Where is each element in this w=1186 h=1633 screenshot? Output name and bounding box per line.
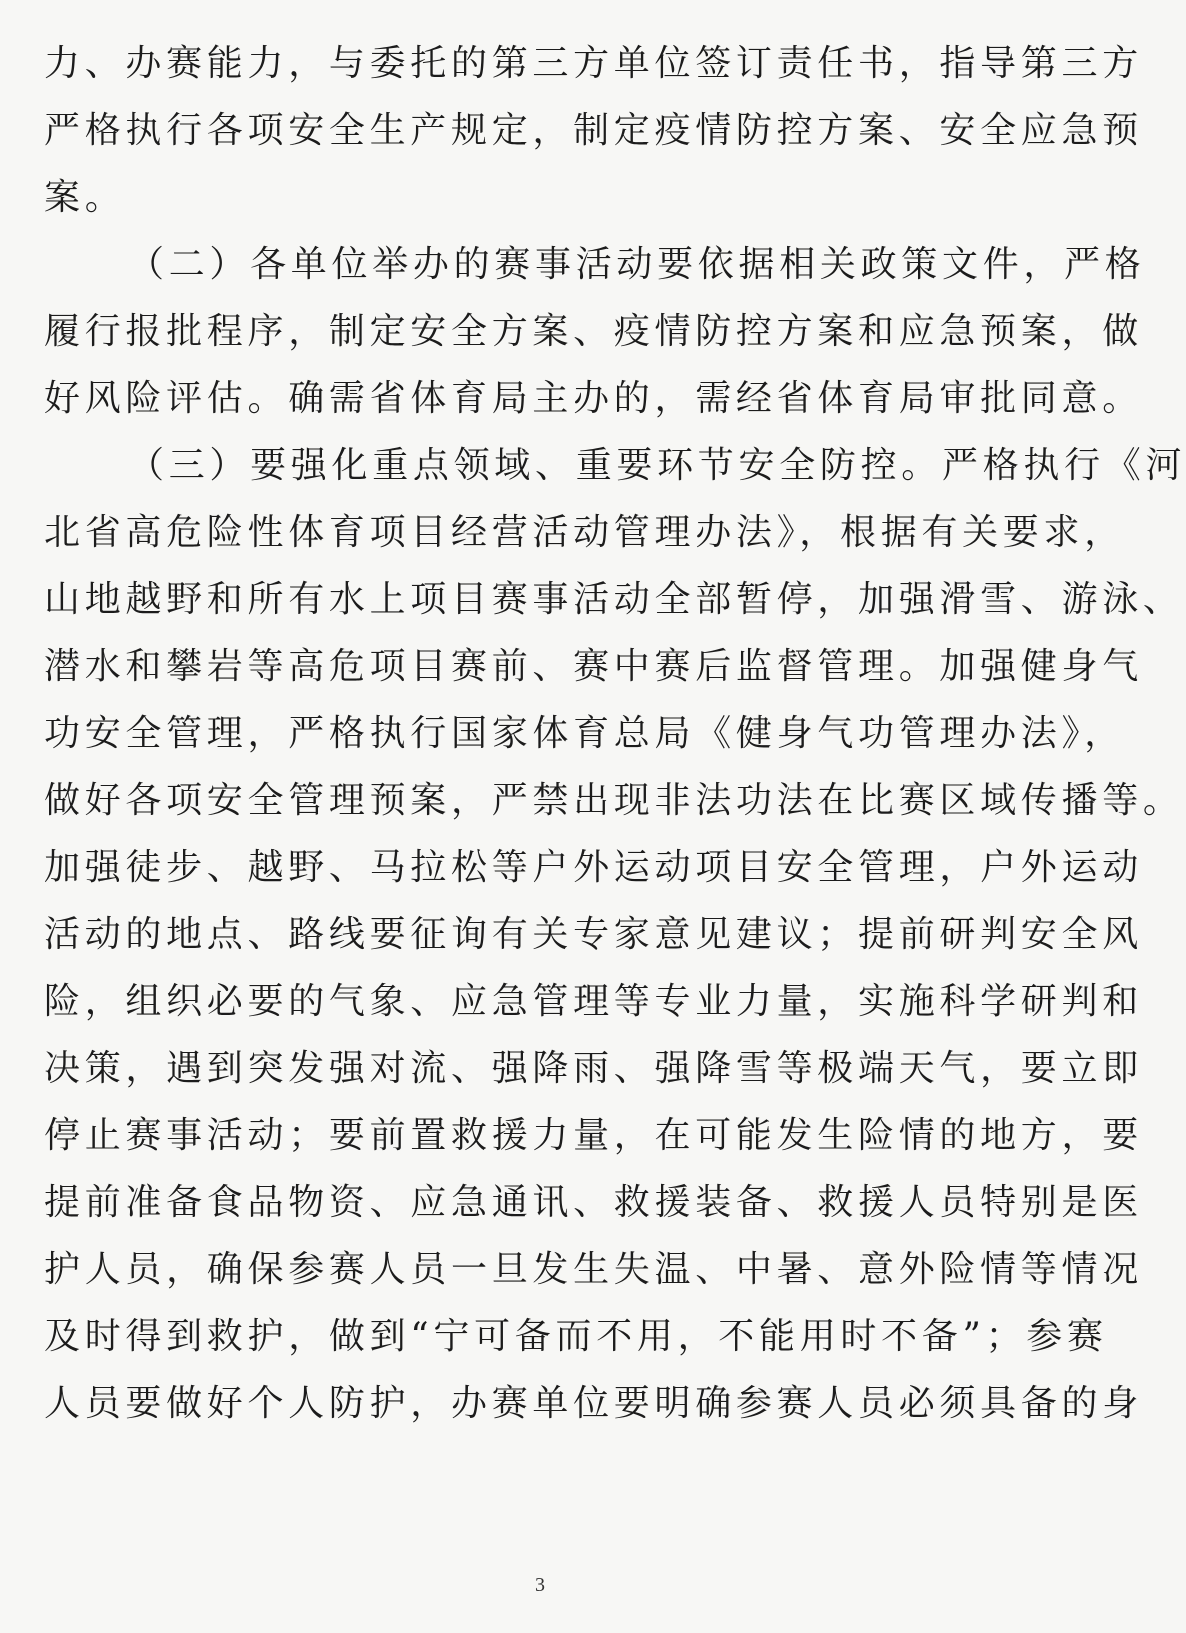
- text-line: 及时得到救护，做到“宁可备而不用，不能用时不备”；参赛: [44, 1316, 1108, 1357]
- text-line: 好风险评估。确需省体育局主办的，需经省体育局审批同意。: [44, 378, 1143, 419]
- text-line: 停止赛事活动；要前置救援力量，在可能发生险情的地方，要: [44, 1115, 1143, 1156]
- text-line: 山地越野和所有水上项目赛事活动全部暂停，加强滑雪、游泳、: [44, 579, 1184, 620]
- text-line: 潜水和攀岩等高危项目赛前、赛中赛后监督管理。加强健身气: [44, 646, 1143, 687]
- text-line: 做好各项安全管理预案，严禁出现非法功法在比赛区域传播等。: [44, 780, 1184, 821]
- text-line: 提前准备食品物资、应急通讯、救援装备、救援人员特别是医: [44, 1182, 1143, 1223]
- text-line: 人员要做好个人防护，办赛单位要明确参赛人员必须具备的身: [44, 1383, 1143, 1424]
- text-line: 严格执行各项安全生产规定，制定疫情防控方案、安全应急预: [44, 110, 1143, 151]
- text-line: 案。: [44, 177, 126, 218]
- paragraph-3-start: （三）要强化重点领域、重要环节安全防控。严格执行《河: [128, 445, 1186, 486]
- body-text: [44, 30, 1186, 1437]
- text-line: 履行报批程序，制定安全方案、疫情防控方案和应急预案，做: [44, 311, 1143, 352]
- text-line: 决策，遇到突发强对流、强降雨、强降雪等极端天气，要立即: [44, 1048, 1143, 1089]
- page-number: 3: [535, 1574, 545, 1596]
- text-line: 力、办赛能力，与委托的第三方单位签订责任书，指导第三方: [44, 43, 1143, 84]
- text-line: 护人员，确保参赛人员一旦发生失温、中暑、意外险情等情况: [44, 1249, 1143, 1290]
- text-line: 险，组织必要的气象、应急管理等专业力量，实施科学研判和: [44, 981, 1143, 1022]
- paragraph-2-start: （二）各单位举办的赛事活动要依据相关政策文件，严格: [128, 244, 1146, 285]
- text-line: 活动的地点、路线要征询有关专家意见建议；提前研判安全风: [44, 914, 1143, 955]
- text-line: 加强徒步、越野、马拉松等户外运动项目安全管理，户外运动: [44, 847, 1143, 888]
- text-line: 北省高危险性体育项目经营活动管理办法》，根据有关要求，: [44, 512, 1125, 553]
- text-line: 功安全管理，严格执行国家体育总局《健身气功管理办法》，: [44, 713, 1125, 754]
